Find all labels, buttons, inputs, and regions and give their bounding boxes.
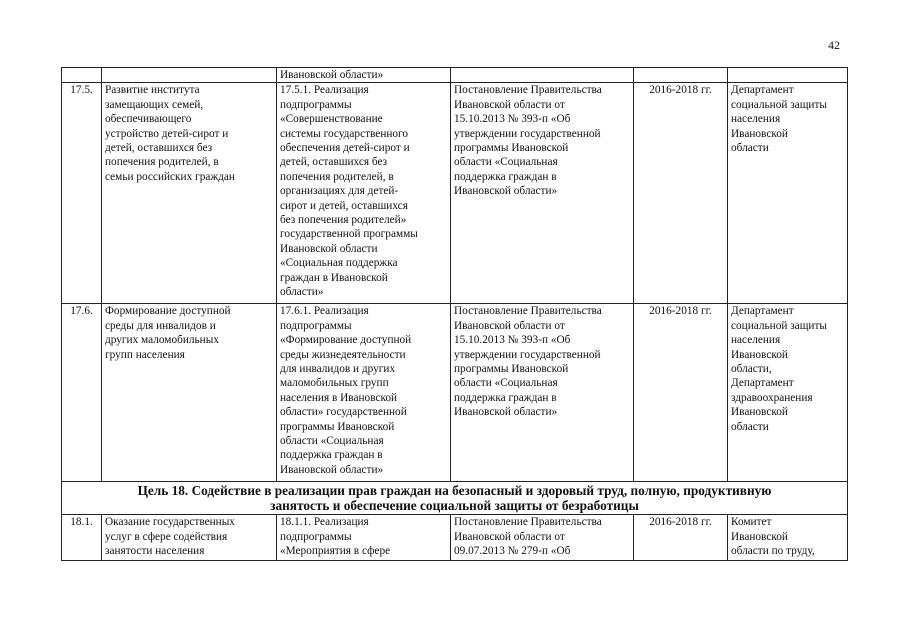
executor-cell <box>728 68 848 83</box>
event-cell: Формирование доступной среды для инвалидов и других маломобильных групп населения <box>102 304 277 482</box>
event-cell: Развитие института замещающих семей, обеспечивающего устройство детей-сирот и детей, оставшихся без попечения родителей, в семьи российских граждан <box>102 83 277 304</box>
period-cell: 2016-2018 гг. <box>634 83 728 304</box>
event-cell <box>102 68 277 83</box>
table-row <box>62 515 848 561</box>
subprogram-cell: 18.1.1. Реализация подпрограммы «Мероприятия в сфере <box>277 515 451 561</box>
goal-heading: Цель 18. Содействие в реализации прав граждан на безопасный и здоровый труд, полную, продуктивную занятость и обеспечение социальной защиты от безработицы <box>62 482 848 515</box>
page-number: 42 <box>828 38 840 52</box>
document-cell: Постановление Правительства Ивановской области от 15.10.2013 № 393-п «Об утверждении государственной программы Ивановской области «Социальная поддержка граждан в Ивановской области» <box>451 83 634 304</box>
subprogram-cell: Ивановской области» <box>277 68 451 83</box>
document-cell: Постановление Правительства Ивановской области от 09.07.2013 № 279-п «Об <box>451 515 634 561</box>
table-row <box>62 304 848 482</box>
event-cell: Оказание государственных услуг в сфере содействия занятости населения <box>102 515 277 561</box>
executor-cell: Департамент социальной защиты населения Ивановской области, Департамент здравоохранения Ивановской области <box>728 304 848 482</box>
row-number-cell: 17.6. <box>62 304 102 482</box>
table-row <box>62 83 848 304</box>
executor-cell: Департамент социальной защиты населения Ивановской области <box>728 83 848 304</box>
row-number-cell: 17.5. <box>62 83 102 304</box>
document-cell <box>451 68 634 83</box>
document-cell: Постановление Правительства Ивановской области от 15.10.2013 № 393-п «Об утверждении государственной программы Ивановской области «Социальная поддержка граждан в Ивановской области» <box>451 304 634 482</box>
table-row <box>62 68 848 83</box>
executor-cell: Комитет Ивановской области по труду, <box>728 515 848 561</box>
period-cell: 2016-2018 гг. <box>634 515 728 561</box>
row-number-cell: 18.1. <box>62 515 102 561</box>
subprogram-cell: 17.5.1. Реализация подпрограммы «Совершенствование системы государственного обеспечения детей-сирот и детей, оставшихся без попечения родителей, в организациях для детей- сирот и детей, оставшихся без попечения родителей» государственной программы Ивановской области «Социальная поддержка граждан в Ивановской области» <box>277 83 451 304</box>
period-cell: 2016-2018 гг. <box>634 304 728 482</box>
row-number-cell <box>62 68 102 83</box>
goal-row <box>62 482 848 515</box>
subprogram-cell: 17.6.1. Реализация подпрограммы «Формирование доступной среды жизнедеятельности для инвалидов и других маломобильных групп населения в Ивановской области» государственной программы Ивановской области «Социальная поддержка граждан в Ивановской области» <box>277 304 451 482</box>
measures-table <box>61 67 848 561</box>
period-cell <box>634 68 728 83</box>
